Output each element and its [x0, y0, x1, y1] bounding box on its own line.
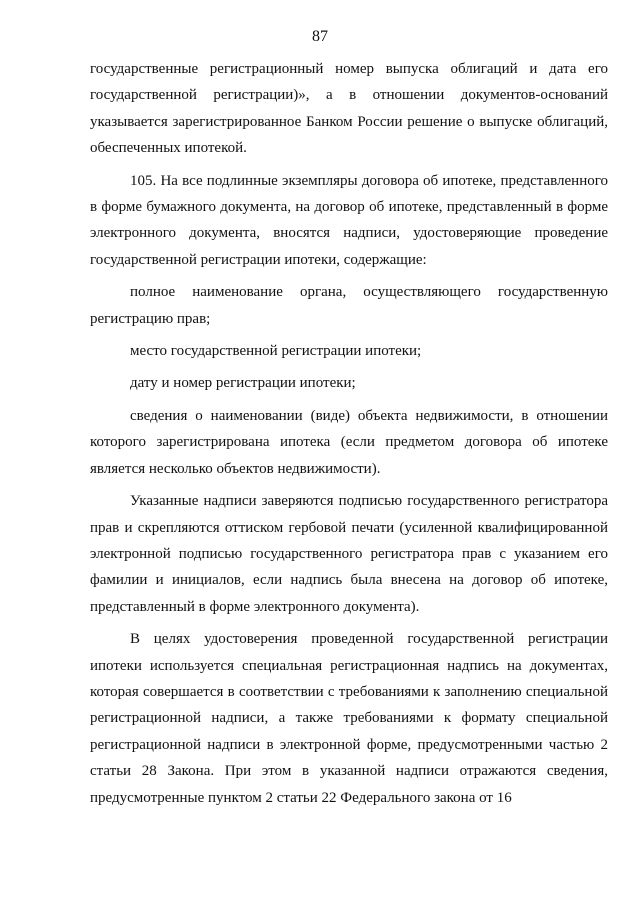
paragraph-2: 105. На все подлинные экземпляры договора об ипотеке, представленного в форме бумажного документа, на договор об ипотеке, представленный в форме электронного документа, вносятся надписи, удостоверяющие проведение государственной регистрации ипотеки, содержащие: [90, 172, 608, 268]
paragraph-1: государственные регистрационный номер выпуска облигаций и дата его государственной регистрации)», а в отношении документов-оснований указывается зарегистрированное Банком России решение о выпуске облигаций, обеспеченных ипотекой. [90, 61, 608, 157]
paragraph-6: сведения о наименовании (виде) объекта недвижимости, в отношении которого зарегистрирована ипотека (если предметом договора об ипотеке является несколько объектов недвижимости). [90, 407, 608, 477]
paragraph-7: Указанные надписи заверяются подписью государственного регистратора прав и скрепляются оттиском гербовой печати (усиленной квалифицированной электронной подписью государственного регистратора прав с указанием его фамилии и инициалов, если надпись была внесена на договор об ипотеке, представленный в форме электронного документа). [90, 493, 608, 615]
document-body [90, 56, 608, 811]
paragraph-5: дату и номер регистрации ипотеки; [130, 375, 356, 392]
paragraph-4: место государственной регистрации ипотеки; [130, 343, 422, 360]
page-number: 87 [312, 28, 328, 45]
paragraph-8: В целях удостоверения проведенной государственной регистрации ипотеки используется специальная регистрационная надпись на документах, которая совершается в соответствии с требованиями к заполнению специальной регистрационной надписи, а также требованиями к формату специальной регистрационной надписи в электронной форме, предусмотренными частью 2 статьи 28 Закона. При этом в указанной надписи отражаются сведения, предусмотренные пунктом 2 статьи 22 Федерального закона от 16 [90, 631, 608, 806]
paragraph-3: полное наименование органа, осуществляющего государственную регистрацию прав; [90, 284, 608, 327]
